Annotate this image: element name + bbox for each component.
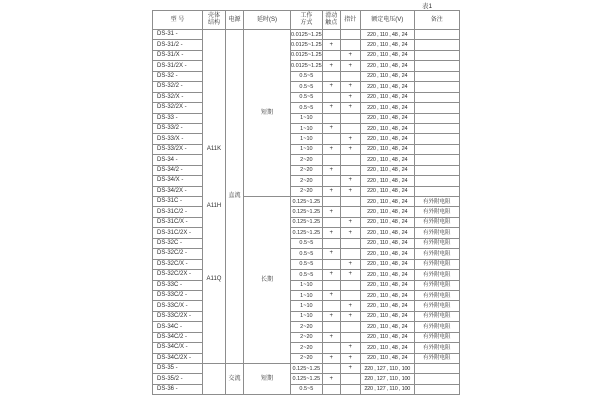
pointer-cell: + bbox=[340, 144, 360, 154]
voltage-cell: 220 , 110 , 48 , 24 bbox=[360, 155, 414, 165]
model-cell: DS-32/X - bbox=[153, 92, 203, 102]
pointer-cell: + bbox=[340, 176, 360, 186]
pointer-cell: + bbox=[340, 103, 360, 113]
slide-contact-cell bbox=[322, 92, 340, 102]
slide-contact-cell bbox=[322, 30, 340, 40]
voltage-cell: 220 , 110 , 48 , 24 bbox=[360, 259, 414, 269]
delay-cell: 0.125~1.25 bbox=[291, 228, 323, 238]
slide-contact-cell: + bbox=[322, 144, 340, 154]
delay-cell: 2~20 bbox=[291, 186, 323, 196]
case-structure-label: A11K bbox=[206, 146, 222, 152]
remark-cell bbox=[414, 176, 459, 186]
pointer-cell: + bbox=[340, 134, 360, 144]
remark-cell bbox=[414, 30, 459, 40]
remark-cell bbox=[414, 82, 459, 92]
table-row bbox=[153, 103, 460, 113]
col-header-work-line2: 方式 bbox=[300, 20, 313, 26]
remark-cell: 有外附电阻 bbox=[414, 322, 459, 332]
power-cell: 直流 bbox=[226, 30, 244, 364]
model-cell: DS-33/2 - bbox=[153, 123, 203, 133]
remark-cell bbox=[414, 144, 459, 154]
table-row bbox=[153, 364, 460, 374]
remark-cell bbox=[414, 364, 459, 374]
table-row bbox=[153, 353, 460, 363]
delay-cell: 1~10 bbox=[291, 301, 323, 311]
voltage-cell: 220 , 110 , 48 , 24 bbox=[360, 103, 414, 113]
delay-cell: 0.125~1.25 bbox=[291, 374, 323, 384]
col-header-slide-line1: 滑动 bbox=[325, 13, 338, 20]
model-cell: DS-31/2X - bbox=[153, 61, 203, 71]
model-cell: DS-32/2 - bbox=[153, 82, 203, 92]
slide-contact-cell: + bbox=[322, 311, 340, 321]
slide-contact-cell: + bbox=[322, 353, 340, 363]
delay-cell: 0.125~1.25 bbox=[291, 197, 323, 207]
delay-cell: 1~10 bbox=[291, 280, 323, 290]
model-cell: DS-34C/2 - bbox=[153, 332, 203, 342]
table-row bbox=[153, 322, 460, 332]
remark-cell: 有外附电阻 bbox=[414, 311, 459, 321]
voltage-cell: 220 , 110 , 48 , 24 bbox=[360, 113, 414, 123]
voltage-cell: 220 , 110 , 48 , 24 bbox=[360, 134, 414, 144]
table-row bbox=[153, 270, 460, 280]
model-cell: DS-31/2 - bbox=[153, 40, 203, 50]
col-header-model: 型 号 bbox=[153, 11, 203, 30]
slide-contact-cell bbox=[322, 155, 340, 165]
slide-contact-cell bbox=[322, 134, 340, 144]
table-row bbox=[153, 40, 460, 50]
voltage-cell: 220 , 110 , 48 , 24 bbox=[360, 343, 414, 353]
model-cell: DS-34 - bbox=[153, 155, 203, 165]
pointer-cell bbox=[340, 113, 360, 123]
remark-cell: 有外附电阻 bbox=[414, 301, 459, 311]
pointer-cell: + bbox=[340, 301, 360, 311]
slide-contact-cell bbox=[322, 197, 340, 207]
voltage-cell: 220 , 110 , 48 , 24 bbox=[360, 71, 414, 81]
pointer-cell: + bbox=[340, 186, 360, 196]
pointer-cell bbox=[340, 374, 360, 384]
col-header-delay: 延时(S) bbox=[244, 11, 291, 30]
pointer-cell: + bbox=[340, 270, 360, 280]
delay-cell: 1~10 bbox=[291, 144, 323, 154]
pointer-cell bbox=[340, 322, 360, 332]
pointer-cell: + bbox=[340, 364, 360, 374]
voltage-cell: 220 , 110 , 48 , 24 bbox=[360, 280, 414, 290]
slide-contact-cell bbox=[322, 364, 340, 374]
model-cell: DS-34C/2X - bbox=[153, 353, 203, 363]
col-header-remark: 备注 bbox=[414, 11, 459, 30]
remark-cell: 有外附电阻 bbox=[414, 353, 459, 363]
slide-contact-cell: + bbox=[322, 270, 340, 280]
delay-cell: 0.5~5 bbox=[291, 249, 323, 259]
pointer-cell bbox=[340, 155, 360, 165]
slide-contact-cell bbox=[322, 50, 340, 60]
col-header-slide-line2: 触点 bbox=[325, 20, 338, 26]
model-cell: DS-32C - bbox=[153, 238, 203, 248]
slide-contact-cell bbox=[322, 301, 340, 311]
remark-cell: 有外附电阻 bbox=[414, 280, 459, 290]
voltage-cell: 220 , 110 , 48 , 24 bbox=[360, 30, 414, 40]
table-row bbox=[153, 61, 460, 71]
remark-cell bbox=[414, 40, 459, 50]
model-cell: DS-33C/X - bbox=[153, 301, 203, 311]
col-header-pointer: 指针 bbox=[340, 11, 360, 30]
voltage-cell: 220 , 110 , 48 , 24 bbox=[360, 50, 414, 60]
remark-cell bbox=[414, 61, 459, 71]
remark-cell bbox=[414, 384, 459, 394]
pointer-cell: + bbox=[340, 92, 360, 102]
work-mode-cell: 长期 bbox=[244, 197, 291, 364]
model-cell: DS-34/2 - bbox=[153, 165, 203, 175]
table-row bbox=[153, 238, 460, 248]
voltage-cell: 220 , 110 , 48 , 24 bbox=[360, 238, 414, 248]
voltage-cell: 220 , 127 , 110 , 100 bbox=[360, 384, 414, 394]
delay-cell: 2~20 bbox=[291, 322, 323, 332]
delay-cell: 1~10 bbox=[291, 134, 323, 144]
pointer-cell: + bbox=[340, 217, 360, 227]
voltage-cell: 220 , 110 , 48 , 24 bbox=[360, 197, 414, 207]
table-row bbox=[153, 290, 460, 300]
delay-cell: 0.5~5 bbox=[291, 92, 323, 102]
slide-contact-cell bbox=[322, 384, 340, 394]
table-row bbox=[153, 155, 460, 165]
voltage-cell: 220 , 110 , 48 , 24 bbox=[360, 165, 414, 175]
slide-contact-cell: + bbox=[322, 290, 340, 300]
pointer-cell bbox=[340, 332, 360, 342]
table-row bbox=[153, 134, 460, 144]
remark-cell bbox=[414, 71, 459, 81]
model-cell: DS-34C/X - bbox=[153, 343, 203, 353]
delay-cell: 0.125~1.25 bbox=[291, 217, 323, 227]
delay-cell: 2~20 bbox=[291, 176, 323, 186]
slide-contact-cell bbox=[322, 322, 340, 332]
model-cell: DS-32C/2X - bbox=[153, 270, 203, 280]
pointer-cell bbox=[340, 207, 360, 217]
pointer-cell bbox=[340, 197, 360, 207]
col-header-slide-contact bbox=[322, 11, 340, 30]
relay-spec-table bbox=[152, 10, 460, 395]
table-row bbox=[153, 280, 460, 290]
table-row bbox=[153, 217, 460, 227]
delay-cell: 0.5~5 bbox=[291, 259, 323, 269]
delay-cell: 2~20 bbox=[291, 155, 323, 165]
model-cell: DS-32C/X - bbox=[153, 259, 203, 269]
col-header-power: 电源 bbox=[226, 11, 244, 30]
voltage-cell: 220 , 110 , 48 , 24 bbox=[360, 92, 414, 102]
slide-contact-cell bbox=[322, 343, 340, 353]
remark-cell: 有外附电阻 bbox=[414, 259, 459, 269]
pointer-cell bbox=[340, 238, 360, 248]
pointer-cell: + bbox=[340, 343, 360, 353]
remark-cell: 有外附电阻 bbox=[414, 207, 459, 217]
remark-cell: 有外附电阻 bbox=[414, 332, 459, 342]
table-row bbox=[153, 197, 460, 207]
slide-contact-cell: + bbox=[322, 165, 340, 175]
delay-cell: 1~10 bbox=[291, 113, 323, 123]
col-header-case-line2: 结构 bbox=[207, 20, 220, 26]
pointer-cell: + bbox=[340, 61, 360, 71]
model-cell: DS-33/X - bbox=[153, 134, 203, 144]
col-header-work-line1: 工作 bbox=[300, 13, 313, 20]
voltage-cell: 220 , 110 , 48 , 24 bbox=[360, 217, 414, 227]
table-row bbox=[153, 186, 460, 196]
delay-cell: 0.0125~1.25 bbox=[291, 61, 323, 71]
delay-cell: 0.0125~1.25 bbox=[291, 30, 323, 40]
remark-cell bbox=[414, 123, 459, 133]
voltage-cell: 220 , 110 , 48 , 24 bbox=[360, 311, 414, 321]
pointer-cell bbox=[340, 280, 360, 290]
table-row bbox=[153, 113, 460, 123]
table-row bbox=[153, 332, 460, 342]
remark-cell bbox=[414, 113, 459, 123]
col-header-case-line1: 壳体 bbox=[207, 13, 220, 20]
pointer-cell bbox=[340, 123, 360, 133]
delay-cell: 0.5~5 bbox=[291, 384, 323, 394]
voltage-cell: 220 , 127 , 110 , 100 bbox=[360, 364, 414, 374]
delay-cell: 1~10 bbox=[291, 123, 323, 133]
remark-cell bbox=[414, 165, 459, 175]
table-row bbox=[153, 82, 460, 92]
pointer-cell bbox=[340, 40, 360, 50]
case-structure-label: A11Q bbox=[206, 276, 222, 282]
model-cell: DS-35 - bbox=[153, 364, 203, 374]
pointer-cell: + bbox=[340, 353, 360, 363]
pointer-cell: + bbox=[340, 311, 360, 321]
voltage-cell: 220 , 110 , 48 , 24 bbox=[360, 228, 414, 238]
table-row bbox=[153, 92, 460, 102]
slide-contact-cell: + bbox=[322, 207, 340, 217]
voltage-cell: 220 , 110 , 48 , 24 bbox=[360, 82, 414, 92]
remark-cell: 有外附电阻 bbox=[414, 238, 459, 248]
voltage-cell: 220 , 110 , 48 , 24 bbox=[360, 249, 414, 259]
remark-cell: 有外附电阻 bbox=[414, 249, 459, 259]
pointer-cell: + bbox=[340, 259, 360, 269]
pointer-cell bbox=[340, 249, 360, 259]
work-mode-cell: 短期 bbox=[244, 364, 291, 395]
voltage-cell: 220 , 110 , 48 , 24 bbox=[360, 207, 414, 217]
delay-cell: 0.5~5 bbox=[291, 103, 323, 113]
model-cell: DS-33/2X - bbox=[153, 144, 203, 154]
table-row bbox=[153, 144, 460, 154]
pointer-cell: + bbox=[340, 82, 360, 92]
table-row bbox=[153, 249, 460, 259]
delay-cell: 0.5~5 bbox=[291, 238, 323, 248]
slide-contact-cell: + bbox=[322, 61, 340, 71]
voltage-cell: 220 , 110 , 48 , 24 bbox=[360, 322, 414, 332]
slide-contact-cell bbox=[322, 280, 340, 290]
model-cell: DS-31C/2 - bbox=[153, 207, 203, 217]
voltage-cell: 220 , 110 , 48 , 24 bbox=[360, 144, 414, 154]
voltage-cell: 220 , 110 , 48 , 24 bbox=[360, 270, 414, 280]
table-row bbox=[153, 301, 460, 311]
remark-cell: 有外附电阻 bbox=[414, 270, 459, 280]
table-row bbox=[153, 343, 460, 353]
model-cell: DS-36 - bbox=[153, 384, 203, 394]
delay-cell: 2~20 bbox=[291, 343, 323, 353]
pointer-cell bbox=[340, 384, 360, 394]
remark-cell bbox=[414, 50, 459, 60]
work-mode-cell: 短期 bbox=[244, 30, 291, 197]
delay-cell: 2~20 bbox=[291, 353, 323, 363]
col-header-case-structure bbox=[203, 11, 226, 30]
model-cell: DS-31C - bbox=[153, 197, 203, 207]
pointer-cell: + bbox=[340, 50, 360, 60]
voltage-cell: 220 , 110 , 48 , 24 bbox=[360, 123, 414, 133]
remark-cell: 有外附电阻 bbox=[414, 217, 459, 227]
table-row bbox=[153, 384, 460, 394]
case-structure-cell bbox=[203, 364, 226, 395]
voltage-cell: 220 , 110 , 48 , 24 bbox=[360, 332, 414, 342]
table-row bbox=[153, 311, 460, 321]
header-row bbox=[153, 11, 460, 30]
table-row bbox=[153, 228, 460, 238]
slide-contact-cell bbox=[322, 71, 340, 81]
delay-cell: 1~10 bbox=[291, 290, 323, 300]
pointer-cell bbox=[340, 71, 360, 81]
delay-cell: 0.5~5 bbox=[291, 82, 323, 92]
slide-contact-cell: + bbox=[322, 332, 340, 342]
model-cell: DS-31 - bbox=[153, 30, 203, 40]
slide-contact-cell: + bbox=[322, 103, 340, 113]
remark-cell bbox=[414, 374, 459, 384]
remark-cell: 有外附电阻 bbox=[414, 290, 459, 300]
voltage-cell: 220 , 110 , 48 , 24 bbox=[360, 40, 414, 50]
pointer-cell bbox=[340, 30, 360, 40]
slide-contact-cell: + bbox=[322, 40, 340, 50]
delay-cell: 0.125~1.25 bbox=[291, 207, 323, 217]
table-row bbox=[153, 71, 460, 81]
remark-cell bbox=[414, 134, 459, 144]
table-row bbox=[153, 50, 460, 60]
col-header-voltage: 额定电压(V) bbox=[360, 11, 414, 30]
voltage-cell: 220 , 110 , 48 , 24 bbox=[360, 301, 414, 311]
model-cell: DS-34/X - bbox=[153, 176, 203, 186]
sheet-label: 表1 bbox=[422, 3, 433, 10]
table-row bbox=[153, 30, 460, 40]
voltage-cell: 220 , 110 , 48 , 24 bbox=[360, 61, 414, 71]
pointer-cell bbox=[340, 290, 360, 300]
model-cell: DS-32 - bbox=[153, 71, 203, 81]
model-cell: DS-31C/2X - bbox=[153, 228, 203, 238]
table-row bbox=[153, 165, 460, 175]
model-cell: DS-31C/X - bbox=[153, 217, 203, 227]
remark-cell bbox=[414, 186, 459, 196]
remark-cell bbox=[414, 155, 459, 165]
voltage-cell: 220 , 110 , 48 , 24 bbox=[360, 290, 414, 300]
delay-cell: 0.0125~1.25 bbox=[291, 40, 323, 50]
slide-contact-cell bbox=[322, 113, 340, 123]
model-cell: DS-31/X - bbox=[153, 50, 203, 60]
pointer-cell: + bbox=[340, 228, 360, 238]
remark-cell: 有外附电阻 bbox=[414, 197, 459, 207]
voltage-cell: 220 , 110 , 48 , 24 bbox=[360, 353, 414, 363]
delay-cell: 0.5~5 bbox=[291, 270, 323, 280]
power-cell: 交流 bbox=[226, 364, 244, 395]
model-cell: DS-33 - bbox=[153, 113, 203, 123]
slide-contact-cell: + bbox=[322, 228, 340, 238]
model-cell: DS-32/2X - bbox=[153, 103, 203, 113]
delay-cell: 0.5~5 bbox=[291, 71, 323, 81]
table-row bbox=[153, 207, 460, 217]
remark-cell: 有外附电阻 bbox=[414, 343, 459, 353]
table-row bbox=[153, 176, 460, 186]
delay-cell: 0.0125~1.25 bbox=[291, 50, 323, 60]
remark-cell bbox=[414, 103, 459, 113]
model-cell: DS-34/2X - bbox=[153, 186, 203, 196]
model-cell: DS-33C - bbox=[153, 280, 203, 290]
table-row bbox=[153, 374, 460, 384]
pointer-cell bbox=[340, 165, 360, 175]
model-cell: DS-33C/2 - bbox=[153, 290, 203, 300]
voltage-cell: 220 , 110 , 48 , 24 bbox=[360, 176, 414, 186]
slide-contact-cell: + bbox=[322, 186, 340, 196]
voltage-cell: 220 , 110 , 48 , 24 bbox=[360, 186, 414, 196]
delay-cell: 0.125~1.25 bbox=[291, 364, 323, 374]
slide-contact-cell bbox=[322, 217, 340, 227]
model-cell: DS-33C/2X - bbox=[153, 311, 203, 321]
table-row bbox=[153, 259, 460, 269]
delay-cell: 2~20 bbox=[291, 165, 323, 175]
slide-contact-cell: + bbox=[322, 123, 340, 133]
slide-contact-cell bbox=[322, 176, 340, 186]
delay-cell: 1~10 bbox=[291, 311, 323, 321]
slide-contact-cell: + bbox=[322, 82, 340, 92]
slide-contact-cell: + bbox=[322, 374, 340, 384]
slide-contact-cell bbox=[322, 259, 340, 269]
case-structure-label: A11H bbox=[206, 203, 222, 209]
model-cell: DS-34C - bbox=[153, 322, 203, 332]
remark-cell bbox=[414, 92, 459, 102]
table-row bbox=[153, 123, 460, 133]
case-structure-cell bbox=[203, 30, 226, 364]
col-header-work-mode bbox=[291, 11, 323, 30]
remark-cell: 有外附电阻 bbox=[414, 228, 459, 238]
slide-contact-cell: + bbox=[322, 249, 340, 259]
delay-cell: 2~20 bbox=[291, 332, 323, 342]
model-cell: DS-32C/2 - bbox=[153, 249, 203, 259]
model-cell: DS-35/2 - bbox=[153, 374, 203, 384]
voltage-cell: 220 , 127 , 110 , 100 bbox=[360, 374, 414, 384]
slide-contact-cell bbox=[322, 238, 340, 248]
